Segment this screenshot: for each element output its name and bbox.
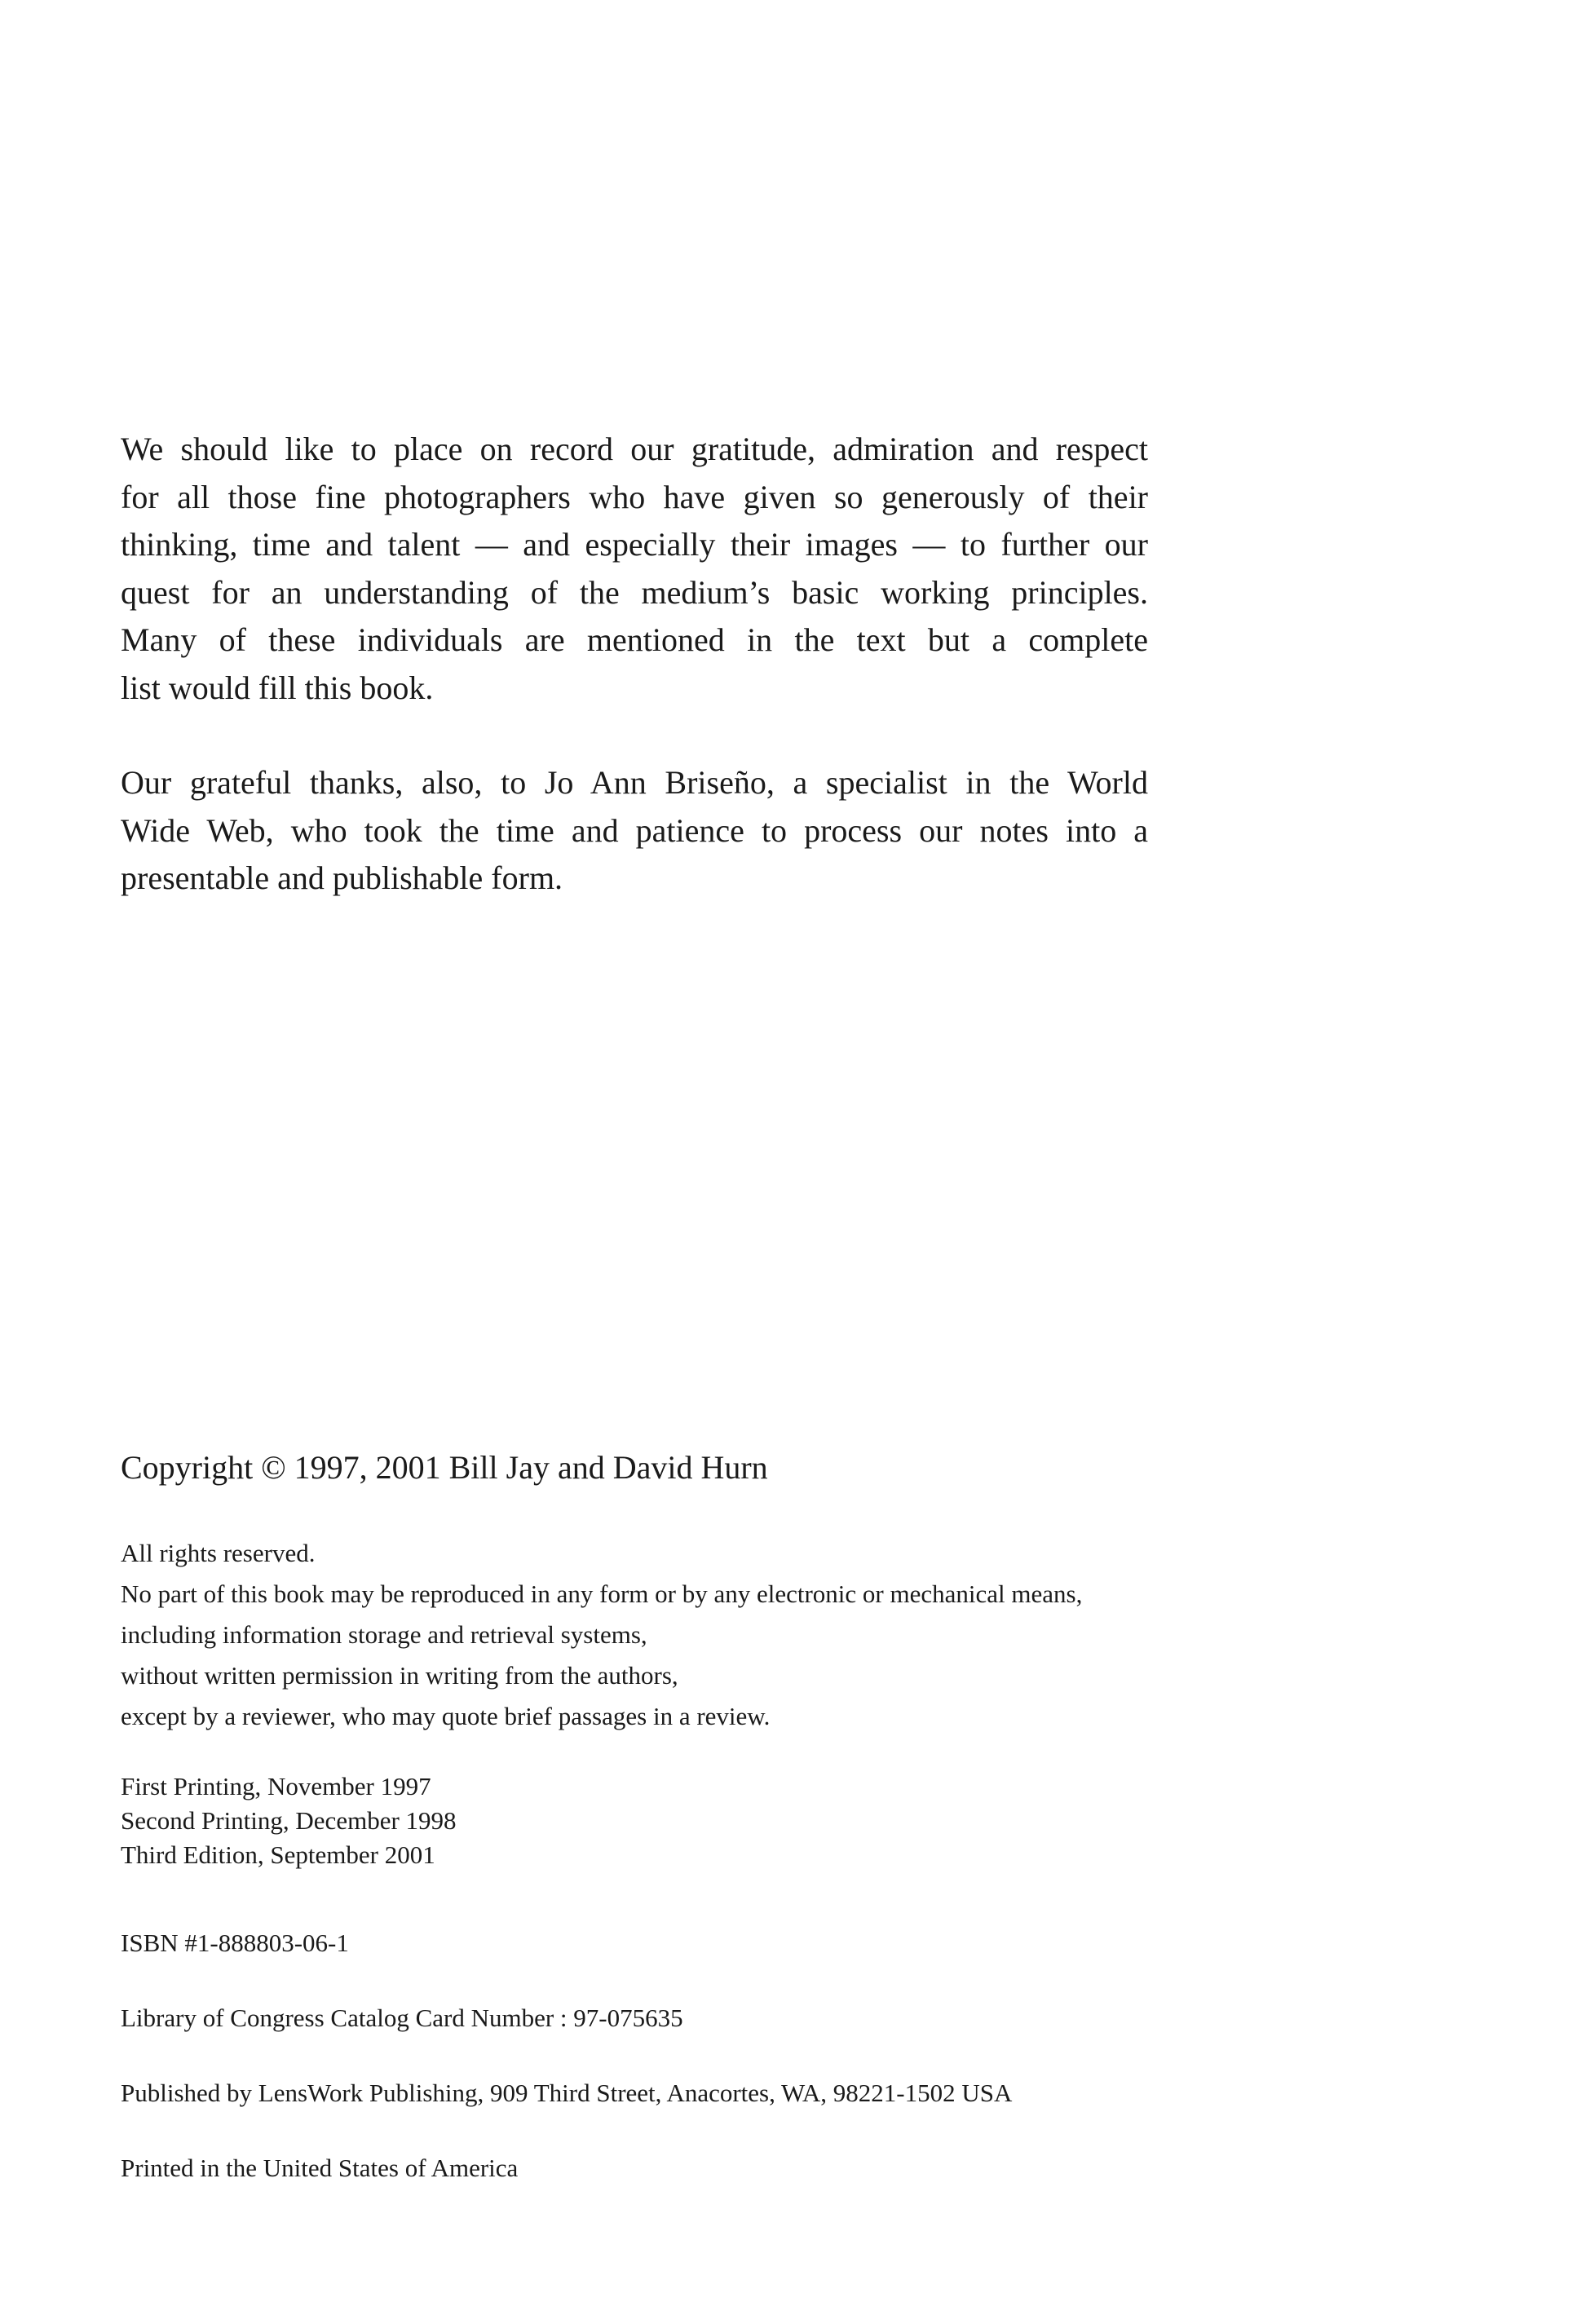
rights-statement (121, 1533, 1082, 1737)
text-line: presentable and publishable form. (121, 859, 563, 896)
printed-in: Printed in the United States of America (121, 2154, 519, 2182)
text-line: Our grateful thanks, also, to Jo Ann Briseño, a specialist in the World (121, 764, 1148, 801)
text-line: quest for an understanding of the medium’s basic working principles. (121, 573, 1148, 611)
text-line: Wide Web, who took the time and patience to process our notes into a (121, 811, 1148, 849)
library-of-congress-number: Library of Congress Catalog Card Number : 97-075635 (121, 2004, 683, 2032)
text-line: thinking, time and talent — and especially their images — to further our (121, 526, 1148, 563)
text-line: for all those fine photographers who have given so generously of their (121, 478, 1148, 515)
acknowledgement-paragraph-2 (121, 759, 1148, 903)
printing-line: Third Edition, September 2001 (121, 1840, 435, 1869)
isbn-number: ISBN #1-888803-06-1 (121, 1929, 349, 1957)
rights-line: except by a reviewer, who may quote brief passages in a review. (121, 1702, 771, 1730)
text-line: list would fill this book. (121, 669, 434, 706)
rights-line: including information storage and retrieval systems, (121, 1620, 647, 1649)
text-line: Many of these individuals are mentioned in the text but a complete (121, 621, 1148, 658)
rights-line: All rights reserved. (121, 1539, 316, 1567)
copyright-notice: Copyright © 1997, 2001 Bill Jay and David Hurn (121, 1449, 768, 1486)
acknowledgement-paragraph-1 (121, 426, 1148, 712)
printing-line: Second Printing, December 1998 (121, 1806, 457, 1835)
rights-line: No part of this book may be reproduced in any form or by any electronic or mechanical means, (121, 1580, 1083, 1608)
rights-line: without written permission in writing from the authors, (121, 1661, 678, 1690)
printing-history (121, 1770, 457, 1872)
acknowledgements (121, 426, 1148, 903)
printing-line: First Printing, November 1997 (121, 1772, 431, 1800)
publisher-info: Published by LensWork Publishing, 909 Third Street, Anacortes, WA, 98221-1502 USA (121, 2079, 1013, 2107)
text-line: We should like to place on record our gratitude, admiration and respect (121, 431, 1148, 467)
